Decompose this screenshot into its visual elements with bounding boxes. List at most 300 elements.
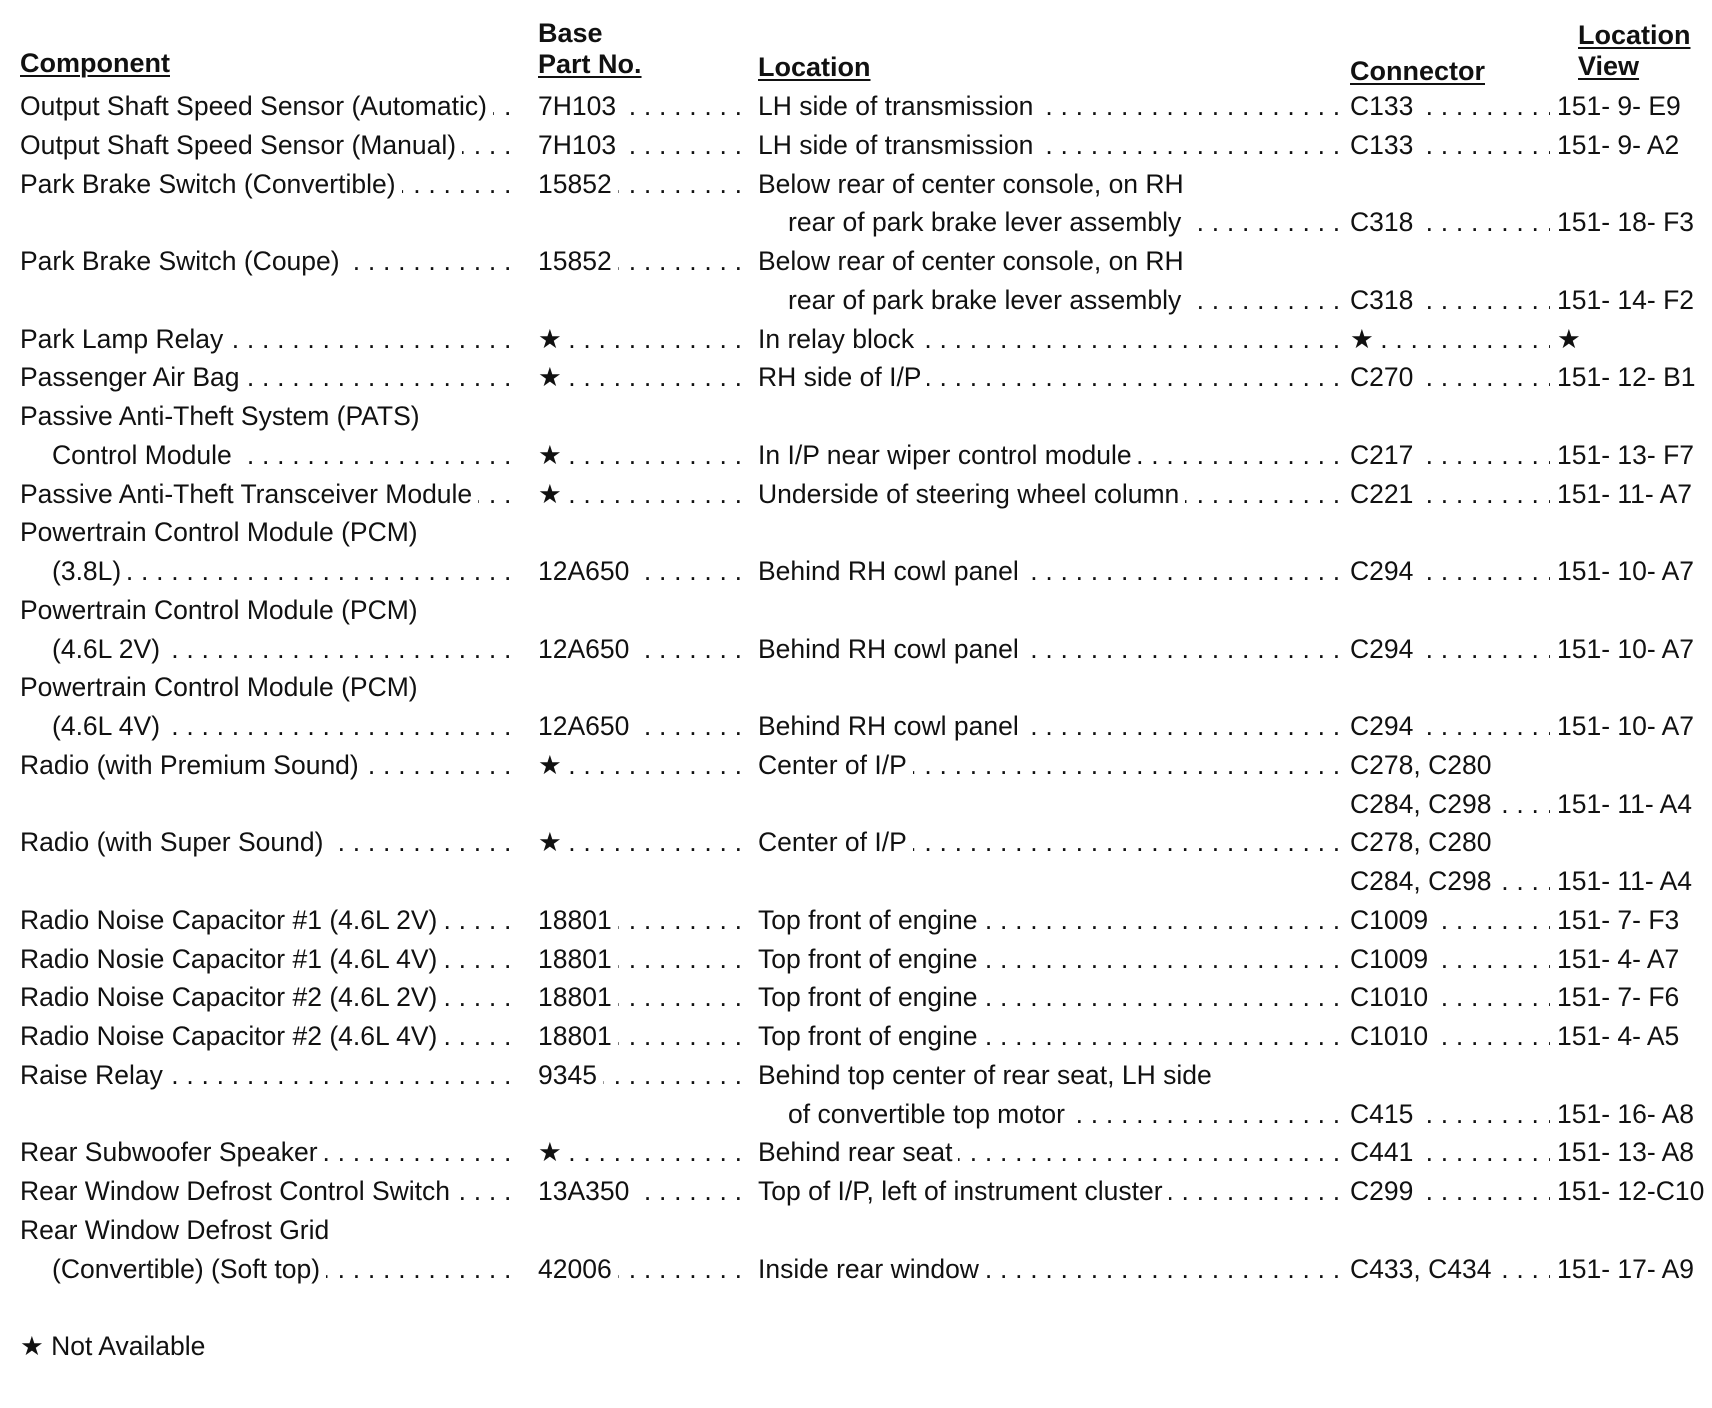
cell-view [1557,1095,1707,1133]
location-text: In I/P near wiper control module [758,440,1138,470]
cell-part [538,320,750,358]
table-row [0,1172,1712,1210]
cell-component [20,358,518,396]
cell-connector [1350,397,1550,435]
part-text [538,401,544,431]
part-text: 9345 [538,1060,603,1090]
connector-text: C217 [1350,440,1419,470]
table-row [0,1017,1712,1055]
cell-component [20,746,518,784]
table-row [0,591,1712,629]
footnote-not-available: ★ Not Available [20,1331,206,1361]
view-text: 151- 4- A7 [1557,944,1685,974]
connector-text: C1010 [1350,1021,1434,1051]
cell-view [1557,513,1707,551]
cell-connector [1350,513,1550,551]
cell-location [758,1017,1338,1055]
component-text: Park Lamp Relay [20,324,229,354]
cell-part [538,978,750,1016]
table-row [0,823,1712,861]
location-text: RH side of I/P [758,362,927,392]
header-base-label: Base [538,18,603,48]
location-text: LH side of transmission [758,130,1039,160]
part-text: ★ [538,1137,568,1167]
part-text [538,595,544,625]
cell-part [538,358,750,396]
view-text: 151- 16- A8 [1557,1099,1700,1129]
cell-connector [1350,862,1550,900]
location-text: Top front of engine [758,982,984,1012]
cell-part [538,630,750,668]
connector-text: C221 [1350,479,1419,509]
cell-component [20,1095,518,1133]
cell-connector [1350,87,1550,125]
table-row [0,978,1712,1016]
table-row [0,1095,1712,1133]
cell-location [758,1133,1338,1171]
cell-component [20,901,518,939]
table-row [0,1056,1712,1094]
cell-connector [1350,1250,1550,1288]
header-part-no-label: Part No. [538,49,642,79]
cell-connector [1350,126,1550,164]
cell-part [538,940,750,978]
component-text: Radio Noise Capacitor #2 (4.6L 4V) [20,1021,443,1051]
cell-part [538,1133,750,1171]
part-text: 18801 [538,944,618,974]
cell-connector [1350,1095,1550,1133]
table-row [0,203,1712,241]
part-text: 18801 [538,905,618,935]
connector-text: C278, C280 [1350,827,1497,857]
cell-location [758,978,1338,1016]
cell-part [538,1017,750,1055]
cell-component [20,436,518,474]
component-text [20,285,26,315]
header-location-view-line2: View [1578,51,1640,81]
cell-component [20,513,518,551]
cell-location [758,397,1338,435]
connector-text: C294 [1350,711,1419,741]
cell-view [1557,707,1707,745]
location-text: Top front of engine [758,944,984,974]
part-text: 12A650 [538,711,635,741]
cell-location [758,1095,1338,1133]
cell-location [758,823,1338,861]
connector-text: C294 [1350,634,1419,664]
location-text [758,789,764,819]
connector-text: C441 [1350,1137,1419,1167]
location-text: LH side of transmission [758,91,1039,121]
connector-text: C299 [1350,1176,1419,1206]
location-text: Behind top center of rear seat, LH side [758,1060,1218,1090]
view-text [1557,595,1563,625]
table-row [0,126,1712,164]
cell-connector [1350,203,1550,241]
cell-connector [1350,358,1550,396]
component-text: Output Shaft Speed Sensor (Manual) [20,130,462,160]
table-row [0,785,1712,823]
view-text: 151- 4- A5 [1557,1021,1685,1051]
view-text [1557,827,1563,857]
connector-text: C133 [1350,91,1419,121]
connector-text [1350,672,1356,702]
cell-connector [1350,823,1550,861]
cell-location [758,668,1338,706]
location-text: Inside rear window [758,1254,985,1284]
component-text: Rear Subwoofer Speaker [20,1137,324,1167]
view-text: 151- 11- A4 [1557,789,1698,819]
component-text: Passive Anti-Theft System (PATS) [20,401,426,431]
header-connector [1350,56,1485,87]
header-location [758,52,871,83]
header-base-part-no [538,18,642,80]
cell-part [538,552,750,590]
view-text: 151- 11- A4 [1557,866,1698,896]
location-text: Behind RH cowl panel [758,556,1025,586]
connector-text: C133 [1350,130,1419,160]
part-text [538,285,544,315]
part-text: 13A350 [538,1176,635,1206]
connector-text: C433, C434 [1350,1254,1497,1284]
component-text: Passenger Air Bag [20,362,246,392]
cell-view [1557,126,1707,164]
table-row [0,668,1712,706]
cell-location [758,436,1338,474]
view-text: 151- 11- A7 [1557,479,1698,509]
connector-text: C284, C298 [1350,789,1497,819]
cell-location [758,1056,1338,1094]
component-text: Radio Noise Capacitor #2 (4.6L 2V) [20,982,443,1012]
cell-location [758,475,1338,513]
cell-part [538,436,750,474]
part-text [538,789,544,819]
cell-connector [1350,978,1550,1016]
location-text [758,517,764,547]
cell-view [1557,1017,1707,1055]
cell-view [1557,1211,1707,1249]
cell-location [758,785,1338,823]
part-text: ★ [538,440,568,470]
cell-location [758,1211,1338,1249]
location-text: Behind rear seat [758,1137,958,1167]
cell-component [20,1133,518,1171]
cell-component [20,552,518,590]
header-location-view-line1: Location [1578,20,1691,50]
cell-view [1557,281,1707,319]
cell-component [20,87,518,125]
cell-location [758,1172,1338,1210]
cell-part [538,203,750,241]
cell-view [1557,165,1707,203]
view-text [1557,1215,1563,1245]
table-row [0,475,1712,513]
part-text: 18801 [538,982,618,1012]
component-text: Rear Window Defrost Grid [20,1215,335,1245]
connector-text [1350,1060,1356,1090]
component-text [20,866,26,896]
cell-part [538,126,750,164]
location-text: Behind RH cowl panel [758,711,1025,741]
cell-part [538,1095,750,1133]
component-text: Radio (with Premium Sound) [20,750,365,780]
cell-view [1557,978,1707,1016]
cell-part [538,1250,750,1288]
cell-connector [1350,242,1550,280]
location-text [758,1215,764,1245]
part-text [538,207,544,237]
table-row [0,901,1712,939]
view-text [1557,672,1563,702]
cell-part [538,1172,750,1210]
location-text: Top of I/P, left of instrument cluster [758,1176,1169,1206]
component-text: (4.6L 2V) [20,634,166,664]
cell-location [758,940,1338,978]
cell-location [758,320,1338,358]
cell-view [1557,1133,1707,1171]
cell-component [20,785,518,823]
cell-view [1557,203,1707,241]
component-text: (3.8L) [20,556,127,586]
table-row [0,1250,1712,1288]
cell-view [1557,397,1707,435]
cell-location [758,591,1338,629]
cell-location [758,707,1338,745]
component-text: Radio Noise Capacitor #1 (4.6L 2V) [20,905,443,935]
view-text: 151- 18- F3 [1557,207,1700,237]
cell-connector [1350,436,1550,474]
cell-component [20,1172,518,1210]
cell-part [538,591,750,629]
connector-text: C270 [1350,362,1419,392]
cell-location [758,281,1338,319]
cell-view [1557,940,1707,978]
view-text [1557,1060,1563,1090]
cell-part [538,281,750,319]
cell-part [538,707,750,745]
connector-text: C294 [1350,556,1419,586]
part-text [538,1099,544,1129]
cell-component [20,591,518,629]
cell-component [20,1017,518,1055]
component-text: Radio Nosie Capacitor #1 (4.6L 4V) [20,944,443,974]
table-row [0,1211,1712,1249]
table-row [0,707,1712,745]
cell-part [538,746,750,784]
location-text: Below rear of center console, on RH [758,169,1190,199]
view-text: 151- 9- E9 [1557,91,1687,121]
cell-component [20,862,518,900]
view-text [1557,246,1563,276]
component-text: Control Module [20,440,238,470]
cell-component [20,126,518,164]
cell-component [20,823,518,861]
cell-connector [1350,1133,1550,1171]
cell-location [758,242,1338,280]
cell-component [20,978,518,1016]
cell-component [20,397,518,435]
view-text: 151- 7- F6 [1557,982,1685,1012]
component-text [20,789,26,819]
connector-text: ★ [1350,324,1380,354]
table-row [0,552,1712,590]
table-row [0,1133,1712,1171]
cell-view [1557,552,1707,590]
cell-component [20,940,518,978]
location-text: of convertible top motor [758,1099,1071,1129]
location-text: Underside of steering wheel column [758,479,1185,509]
component-text: Output Shaft Speed Sensor (Automatic) [20,91,493,121]
part-text: 18801 [538,1021,618,1051]
part-text: ★ [538,750,568,780]
cell-location [758,165,1338,203]
component-text: (Convertible) (Soft top) [20,1254,326,1284]
part-text: 15852 [538,169,618,199]
connector-text: C1010 [1350,982,1434,1012]
cell-view [1557,320,1707,358]
cell-connector [1350,1017,1550,1055]
cell-component [20,165,518,203]
cell-view [1557,591,1707,629]
cell-connector [1350,1056,1550,1094]
connector-text [1350,246,1356,276]
view-text: 151- 14- F2 [1557,285,1700,315]
cell-connector [1350,281,1550,319]
table-row [0,320,1712,358]
cell-part [538,668,750,706]
cell-view [1557,630,1707,668]
header-component [20,48,170,79]
location-text: rear of park brake lever assembly [758,285,1187,315]
cell-connector [1350,668,1550,706]
cell-view [1557,87,1707,125]
table-row [0,630,1712,668]
part-text: ★ [538,479,568,509]
cell-connector [1350,940,1550,978]
location-text: Top front of engine [758,1021,984,1051]
location-text: Center of I/P [758,827,913,857]
connector-text: C415 [1350,1099,1419,1129]
location-text: In relay block [758,324,920,354]
part-text: ★ [538,362,568,392]
cell-location [758,513,1338,551]
location-text [758,866,764,896]
cell-part [538,785,750,823]
component-text [20,1099,26,1129]
component-text: Powertrain Control Module (PCM) [20,595,424,625]
location-text [758,595,764,625]
component-text: Rear Window Defrost Control Switch [20,1176,456,1206]
connector-text: C318 [1350,285,1419,315]
component-text: Radio (with Super Sound) [20,827,329,857]
cell-connector [1350,165,1550,203]
connector-text [1350,401,1356,431]
component-text: Powertrain Control Module (PCM) [20,672,424,702]
connector-text [1350,1215,1356,1245]
cell-location [758,87,1338,125]
part-text: 7H103 [538,130,622,160]
table-row [0,940,1712,978]
connector-text: C1009 [1350,905,1434,935]
connector-text: C318 [1350,207,1419,237]
part-text: 12A650 [538,634,635,664]
cell-view [1557,901,1707,939]
view-text: 151- 7- F3 [1557,905,1685,935]
connector-text: C1009 [1350,944,1434,974]
cell-part [538,397,750,435]
part-text: 15852 [538,246,618,276]
cell-connector [1350,1211,1550,1249]
cell-connector [1350,320,1550,358]
table-row [0,165,1712,203]
cell-part [538,513,750,551]
view-text [1557,401,1563,431]
cell-component [20,630,518,668]
view-text: 151- 17- A9 [1557,1254,1700,1284]
cell-connector [1350,785,1550,823]
connector-text [1350,169,1356,199]
component-text: Park Brake Switch (Convertible) [20,169,402,199]
part-text: 42006 [538,1254,618,1284]
cell-component [20,203,518,241]
view-text: 151- 10- A7 [1557,556,1700,586]
cell-part [538,242,750,280]
view-text: 151- 12-C10 [1557,1176,1707,1206]
cell-part [538,87,750,125]
cell-location [758,358,1338,396]
cell-connector [1350,475,1550,513]
cell-view [1557,358,1707,396]
cell-component [20,320,518,358]
cell-component [20,1250,518,1288]
component-text: Raise Relay [20,1060,169,1090]
view-text: 151- 13- F7 [1557,440,1700,470]
cell-part [538,1211,750,1249]
cell-part [538,862,750,900]
cell-view [1557,668,1707,706]
part-text [538,1215,544,1245]
part-text: 7H103 [538,91,622,121]
cell-part [538,901,750,939]
cell-part [538,475,750,513]
cell-component [20,1056,518,1094]
table-row [0,358,1712,396]
cell-component [20,242,518,280]
table-row [0,281,1712,319]
cell-location [758,1250,1338,1288]
connector-text [1350,595,1356,625]
header-connector-label: Connector [1350,56,1485,86]
component-text [20,207,26,237]
connector-text: C278, C280 [1350,750,1497,780]
cell-view [1557,242,1707,280]
location-text: Top front of engine [758,905,984,935]
part-text [538,672,544,702]
component-text: (4.6L 4V) [20,711,166,741]
view-text: 151- 10- A7 [1557,711,1700,741]
cell-view [1557,1172,1707,1210]
location-text: Behind RH cowl panel [758,634,1025,664]
cell-location [758,552,1338,590]
view-text [1557,169,1563,199]
cell-view [1557,1250,1707,1288]
cell-part [538,823,750,861]
location-text: rear of park brake lever assembly [758,207,1187,237]
part-text: 12A650 [538,556,635,586]
cell-location [758,746,1338,784]
cell-location [758,203,1338,241]
cell-view [1557,475,1707,513]
